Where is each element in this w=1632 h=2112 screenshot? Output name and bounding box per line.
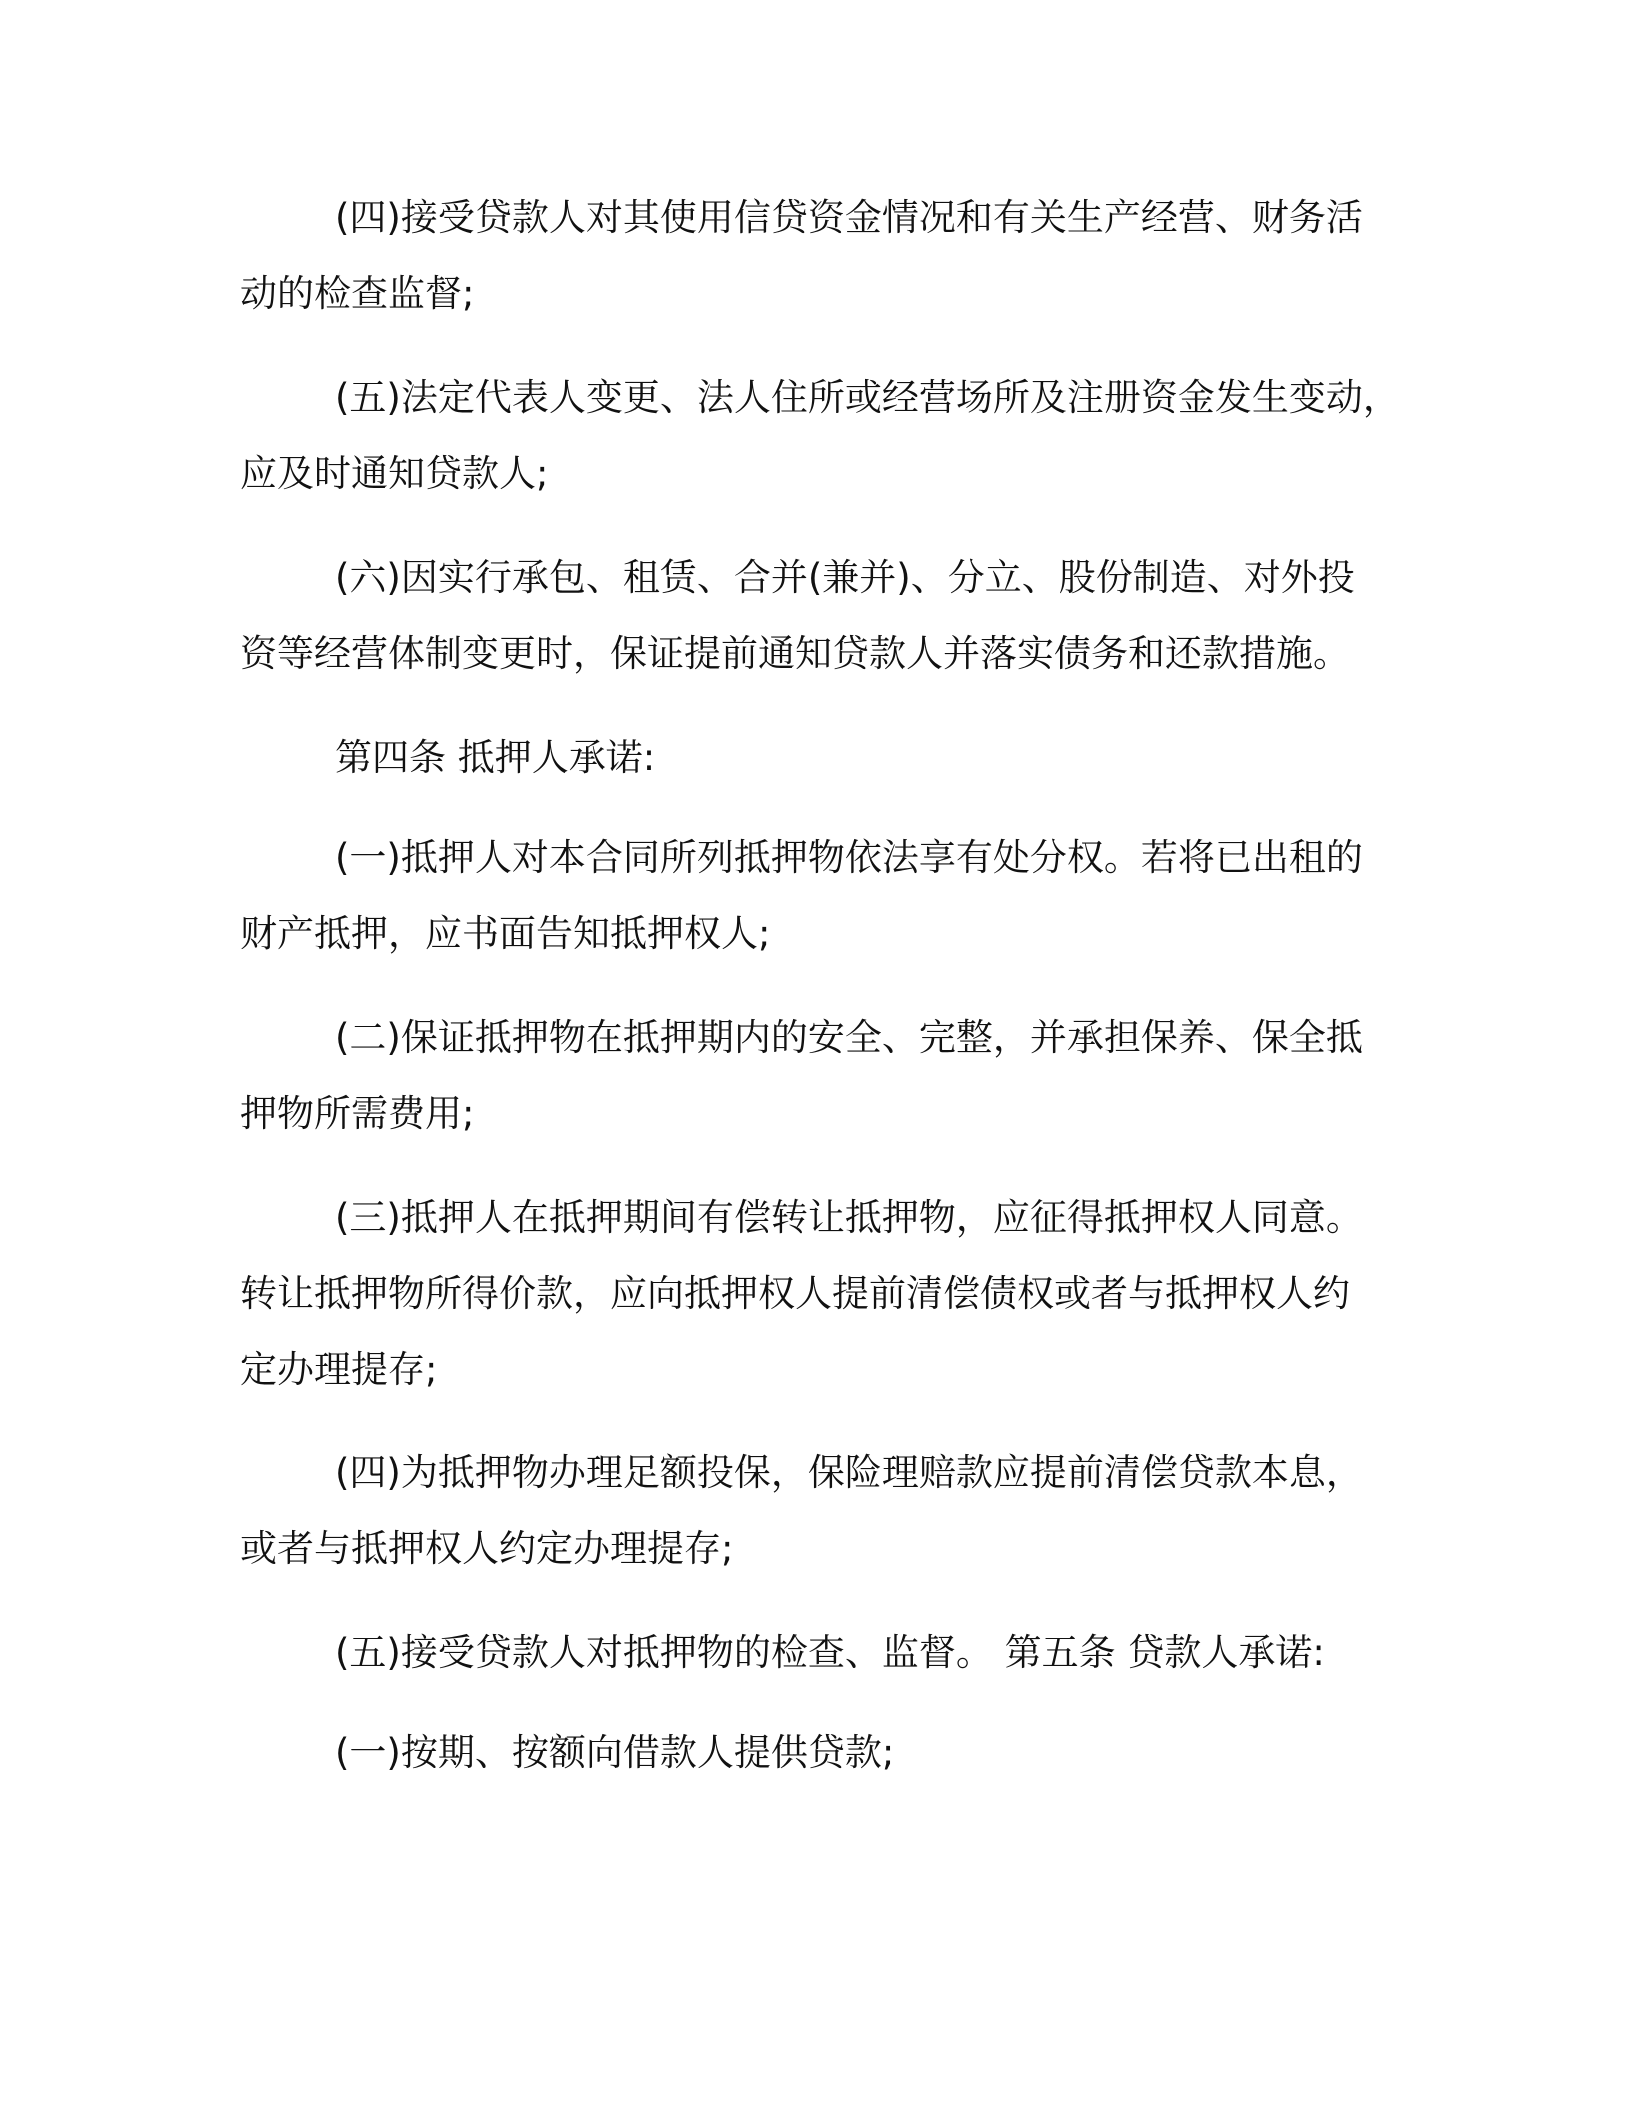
paragraph-line: 转让抵押物所得价款，应向抵押权人提前清偿债权或者与抵押权人约 (240, 1272, 1350, 1315)
paragraph-line: (四)为抵押物办理足额投保，保险理赔款应提前清偿贷款本息， (335, 1451, 1363, 1494)
paragraph-4-inspection (240, 180, 1400, 332)
paragraph-line: (三)抵押人在抵押期间有偿转让抵押物，应征得抵押权人同意。 (335, 1196, 1363, 1239)
paragraph-6-system-change (240, 540, 1400, 692)
mortgagor-clause-1 (240, 820, 1400, 972)
paragraph-line: 或者与抵押权人约定办理提存; (240, 1527, 734, 1570)
paragraph-line: (五)法定代表人变更、法人住所或经营场所及注册资金发生变动， (335, 376, 1400, 419)
paragraph-line: 动的检查监督; (240, 272, 475, 315)
paragraph-line: (一)按期、按额向借款人提供贷款; (335, 1731, 895, 1774)
mortgagor-clause-5-and-article-5 (240, 1615, 1400, 1691)
mortgagor-clause-4 (240, 1435, 1400, 1587)
article-4-heading (240, 720, 1400, 796)
paragraph-line: 第四条 抵押人承诺: (335, 736, 656, 779)
lender-clause-1 (240, 1715, 1400, 1791)
paragraph-line: 资等经营体制变更时，保证提前通知贷款人并落实债务和还款措施。 (240, 632, 1350, 675)
mortgagor-clause-2 (240, 1000, 1400, 1152)
paragraph-line: 应及时通知贷款人; (240, 452, 549, 495)
paragraph-line: 定办理提存; (240, 1348, 438, 1391)
mortgagor-clause-3 (240, 1180, 1400, 1408)
paragraph-line: (五)接受贷款人对抵押物的检查、监督。 第五条 贷款人承诺: (335, 1631, 1325, 1674)
paragraph-line: (六)因实行承包、租赁、合并(兼并)、分立、股份制造、对外投 (335, 556, 1355, 599)
paragraph-line: (一)抵押人对本合同所列抵押物依法享有处分权。若将已出租的 (335, 836, 1363, 879)
paragraph-line: 财产抵押，应书面告知抵押权人; (240, 912, 771, 955)
paragraph-line: (二)保证抵押物在抵押期内的安全、完整，并承担保养、保全抵 (335, 1016, 1363, 1059)
paragraph-5-legal-rep-change (240, 360, 1400, 512)
paragraph-line: 押物所需费用; (240, 1092, 475, 1135)
paragraph-line: (四)接受贷款人对其使用信贷资金情况和有关生产经营、财务活 (335, 196, 1363, 239)
